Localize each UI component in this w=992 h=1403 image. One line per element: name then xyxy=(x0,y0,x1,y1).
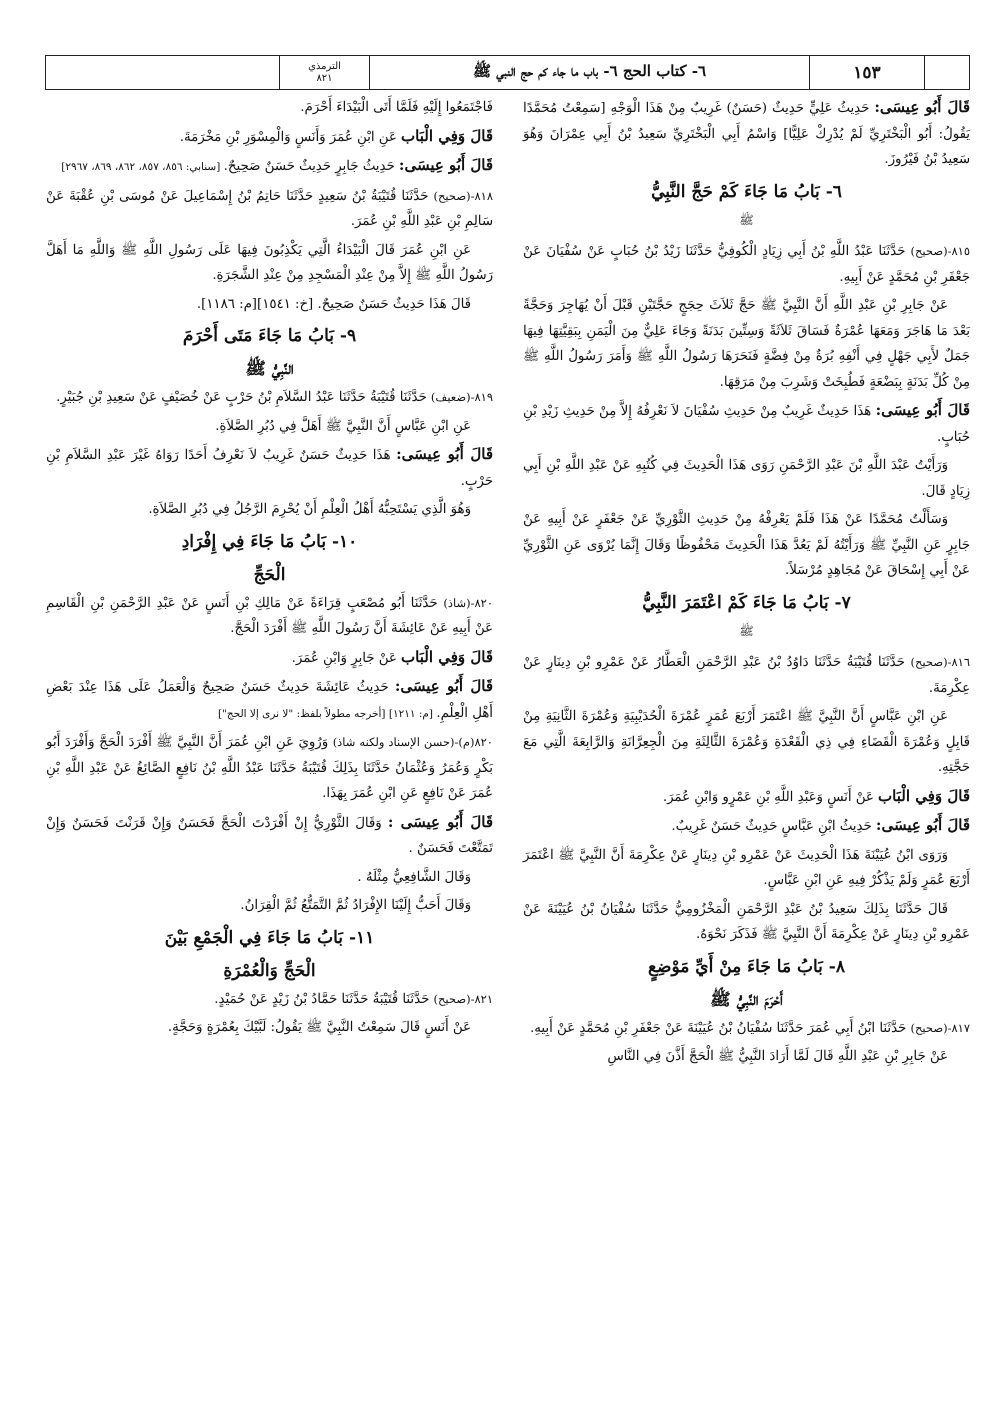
page-header xyxy=(45,55,970,90)
paragraph xyxy=(46,184,493,235)
paragraph-text: حَدَّثَنَا عَبْدُ اللَّهِ بْنُ أَبِي زِيَادٍ الْكُوفِيُّ حَدَّثَنَا زَيْدُ بْنُ حُبَابٍ عَنْ سُفْيَانَ عَنْ جَعْفَرِ بْنِ مُحَمَّدٍ عَنْ أَبِيهِ. xyxy=(523,244,970,285)
paragraph xyxy=(46,124,493,151)
paragraph-lead: قَالَ أَبُو عِيسَى: xyxy=(874,98,970,116)
paragraph xyxy=(46,153,493,181)
paragraph xyxy=(523,293,970,395)
paragraph xyxy=(46,442,493,494)
hadith-number-grade: ٨١٩-(ضعيف) xyxy=(430,390,493,404)
paragraph xyxy=(46,238,493,289)
paragraph-lead: قَالَ أَبُو عِيسَى: xyxy=(875,816,970,834)
paragraph-text: عَنْ جَابِرِ بْنِ عَبْدِ اللَّهِ أَنَّ النَّبِيَّ ﷺ حَجَّ ثَلاَثَ حِجَجٍ حَجَّتَيْنِ قَبْلَ أَنْ يُهَاجِرَ وَحَجَّةً بَعْدَ مَا هَاجَرَ وَمَعَهَا عُمْرَةٌ فَسَاقَ ثَلاَثَةً وَسِتِّينَ بَدَنَةً وَجَاءَ عَلِيٌّ مِنَ الْيَمَنِ بِبَقِيَّتِهَا فِيهَا جَمَلٌ لأَبِي جَهْلٍ فِي أَنْفِهِ بُرَةٌ مِنْ فِضَّةٍ فَنَحَرَهَا رَسُولُ اللَّهِ ﷺ وَأَمَرَ رَسُولُ اللَّهِ ﷺ مِنْ كُلِّ بَدَنَةٍ بِبَضْعَةٍ فَطُبِخَتْ وَشَرِبَ مِنْ مَرَقِهَا. xyxy=(523,298,970,390)
paragraph-text: هَذَا حَدِيثٌ غَرِيبٌ مِنْ حَدِيثِ سُفْيَانَ لاَ نَعْرِفُهُ إِلاَّ مِنْ حَدِيثِ زَيْدِ بْنِ حُبَابٍ. xyxy=(523,404,970,445)
hadith-number-grade: ٨٢٠(م)-(حسن الإسناد ولكنه شاذ) xyxy=(332,735,493,749)
paragraph xyxy=(523,398,970,450)
paragraph xyxy=(523,704,970,781)
paragraph xyxy=(46,292,493,318)
salutation-glyph: ﷺ xyxy=(739,623,754,638)
book-reference-label: الترمذي xyxy=(308,60,341,72)
book-reference xyxy=(279,56,369,89)
paragraph-text: فَاجْتَمَعُوا إِلَيْهِ فَلَمَّا أَتَى الْبَيْدَاءَ أَحْرَمَ. xyxy=(300,100,493,115)
paragraph xyxy=(46,893,493,919)
paragraph xyxy=(523,1016,970,1042)
citation-reference: [م: ١٢١١] [أخرجه مطولاً بلفظ: "لا نرى إلا الحج"] xyxy=(217,707,437,720)
paragraph-text: حَدَّثَنَا قُتَيْبَةُ حَدَّثَنَا عَبْدُ السَّلاَمِ بْنُ حَرْبٍ عَنْ خُصَيْفٍ عَنْ سَعِيدِ بْنِ جُبَيْرٍ. xyxy=(56,390,431,405)
right-column xyxy=(523,95,970,1385)
paragraph-lead: قَالَ أَبُو عِيسَى: xyxy=(875,401,970,419)
paragraph xyxy=(46,1015,493,1041)
paragraph-text: عَنْ جَابِرٍ وَابْنِ عُمَرَ. xyxy=(291,650,402,666)
paragraph xyxy=(46,414,493,440)
paragraph xyxy=(46,645,493,672)
text-columns xyxy=(45,95,970,1385)
paragraph-lead: قَالَ أَبُو عِيسَى : xyxy=(387,812,493,831)
chapter-heading: ١٠- بَابُ مَا جَاءَ فِي إِفْرَادِ xyxy=(181,531,358,552)
paragraph-text: حَدَّثَنَا قُتَيْبَةُ حَدَّثَنَا حَمَّادُ بْنُ زَيْدٍ عَنْ حُمَيْدٍ. xyxy=(214,991,434,1007)
hadith-number-grade: ٨١٨-(صحيح) xyxy=(433,188,493,203)
paragraph-text: حَدَّثَنَا قُتَيْبَةُ حَدَّثَنَا دَاوُدُ بْنُ عَبْدِ الرَّحْمَنِ الْعَطَّارُ عَنْ عَمْرِو بْنِ دِينَارٍ عَنْ عِكْرِمَةَ. xyxy=(523,655,970,696)
paragraph-lead: قَالَ أَبُو عِيسَى: xyxy=(398,156,493,174)
paragraph xyxy=(46,674,493,727)
citation-reference: [سنابي: ٨٥٦، ٨٥٧، ٨٦٢، ٨٦٩، ٢٩٦٧] xyxy=(61,161,224,173)
paragraph-text: عَنْ جَابِرِ بْنِ عَبْدِ اللَّهِ قَالَ لَمَّا أَرَادَ النَّبِيُّ ﷺ الْحَجَّ أَذَّنَ فِي النَّاسِ xyxy=(607,1049,948,1064)
paragraph xyxy=(523,453,970,504)
hadith-number-grade: ٨٢٠-(شاذ) xyxy=(443,595,493,610)
paragraph-lead: قَالَ أَبُو عِيسَى: xyxy=(394,677,494,695)
paragraph xyxy=(46,497,493,523)
paragraph xyxy=(523,95,970,173)
paragraph-text: وَسَأَلْتُ مُحَمَّدًا عَنْ هَذَا فَلَمْ يَعْرِفْهُ مِنْ حَدِيثِ الثَّوْرِيِّ عَنْ جَعْفَرٍ عَنْ أَبِيهِ عَنْ جَابِرٍ عَنِ النَّبِيِّ ﷺ وَرَأَيْتُهُ لَمْ يَعُدَّ هَذَا الْحَدِيثَ مَحْفُوظًا وَقَالَ إِنَّمَا يُرْوَى عَنِ الثَّوْرِيِّ عَنْ أَبِي إِسْحَاقَ عَنْ مُجَاهِدٍ مُرْسَلاً. xyxy=(523,512,970,578)
paragraph-text: وَرَأَيْتُ عَبْدَ اللَّهِ بْنَ عَبْدِ الرَّحْمَنِ رَوَى هَذَا الْحَدِيثَ فِي كُتُبِهِ عَنْ عَبْدِ اللَّهِ بْنِ أَبِي زِيَادٍ قَالَ. xyxy=(523,458,970,499)
paragraph xyxy=(46,865,493,891)
paragraph-text: عَنِ ابْنِ عُمَرَ وَأَنَسٍ وَالْمِسْوَرِ بْنِ مَخْرَمَةَ. xyxy=(179,129,402,145)
paragraph-text: حَدِيثُ عَائِشَةَ حَدِيثٌ حَسَنٌ صَحِيحٌ وَالْعَمَلُ عَلَى هَذَا عِنْدَ بَعْضِ أَهْلِ الْعِلْمِ. xyxy=(46,680,493,721)
paragraph xyxy=(46,95,493,121)
paragraph xyxy=(46,591,493,642)
paragraph-text: وَقَالَ أَحَبُّ إِلَيْنَا الإِفْرَادُ ثُمَّ التَّمَتُّعُ ثُمَّ الْقِرَانُ. xyxy=(240,898,471,913)
chapter-heading: ٨- بَابُ مَا جَاءَ مِنْ أَيِّ مَوْضِعٍ xyxy=(647,956,846,977)
paragraph-text: حَدَّثَنَا قُتَيْبَةُ بْنُ سَعِيدٍ حَدَّثَنَا حَاتِمُ بْنُ إِسْمَاعِيلَ عَنْ مُوسَى بْنِ عُقْبَةَ عَنْ سَالِمِ بْنِ عَبْدِ اللَّهِ بْنِ عُمَرَ. xyxy=(46,188,493,229)
salutation-glyph: ﷺ xyxy=(739,212,754,227)
paragraph-text: قَالَ حَدَّثَنَا بِذَلِكَ سَعِيدُ بْنُ عَبْدِ الرَّحْمَنِ الْمَخْزُومِيُّ حَدَّثَنَا سُفْيَانُ بْنُ عُيَيْنَةَ عَنْ عَمْرِو بْنِ دِينَارٍ عَنْ عِكْرِمَةَ أَنَّ النَّبِيَّ ﷺ فَذَكَرَ نَحْوَهُ. xyxy=(523,901,970,942)
paragraph xyxy=(523,1044,970,1070)
paragraph-text: وَرُوِيَ عَنِ ابْنِ عُمَرَ أَنَّ النَّبِيَّ ﷺ أَفْرَدَ الْحَجَّ وَأَفْرَدَ أَبُو بَكْرٍ وَعُمَرُ وَعُثْمَانُ حَدَّثَنَا بِذَلِكَ قُتَيْبَةُ حَدَّثَنَا عَبْدُ اللَّهِ بْنُ نَافِعٍ الصَّائِغُ عَنْ عَبْدِ اللَّهِ بْنِ عُمَرَ عَنْ نَافِعٍ عَنِ ابْنِ عُمَرَ بِهَذَا. xyxy=(46,735,493,801)
chapter-heading: الْحَجِّ xyxy=(253,564,286,585)
paragraph-text: عَنْ أَنَسٍ قَالَ سَمِعْتُ النَّبِيَّ ﷺ يَقُولُ: لَبَّيْكَ بِعُمْرَةٍ وَحَجَّةٍ. xyxy=(167,1020,471,1035)
page-number: ١٥٣ xyxy=(809,56,924,89)
paragraph-text: وَهُوَ الَّذِي يَسْتَحِبُّهُ أَهْلُ الْعِلْمِ أَنْ يُحْرِمَ الرَّجُلُ فِي دُبُرِ الصَّلاَةِ. xyxy=(148,502,471,517)
paragraph-text: حَدِيثُ جَابِرٍ حَدِيثٌ حَسَنٌ صَحِيحٌ. xyxy=(223,159,399,174)
hadith-number-grade: ٨٢١-(صحيح) xyxy=(433,991,493,1006)
chapter-heading: النَّبِيُّ ﷺ xyxy=(245,359,294,379)
left-column xyxy=(46,95,493,1385)
paragraph-text: وَقَالَ الثَّوْرِيُّ إِنْ أَفْرَدْتَ الْحَجَّ فَحَسَنٌ وَإِنْ قَرَنْتَ فَحَسَنٌ وَإِنْ تَمَتَّعْتَ فَحَسَنٌ . xyxy=(46,815,493,856)
paragraph-text: قَالَ هَذَا حَدِيثٌ حَسَنٌ صَحِيحٌ. [خ: ١٥٤١][م: ١١٨٦]. xyxy=(196,296,471,312)
paragraph xyxy=(523,784,970,811)
paragraph xyxy=(523,239,970,290)
paragraph-text: حَدِيثُ ابْنِ عَبَّاسٍ حَدِيثٌ حَسَنٌ غَرِيبٌ. xyxy=(671,819,876,834)
chapter-heading: ٩- بَابُ مَا جَاءَ مَتَى أَحْرَمَ xyxy=(182,326,357,346)
chapter-heading: ٧- بَابُ مَا جَاءَ كَمْ اعْتَمَرَ النَّبِيُّ xyxy=(642,592,851,613)
paragraph-lead: قَالَ وَفِي الْبَاب xyxy=(401,126,493,145)
paragraph xyxy=(46,987,493,1013)
paragraph-text: وَقَالَ الشَّافِعِيُّ مِثْلَهُ . xyxy=(357,869,471,885)
chapter-heading: أَحْرَمَ النَّبِيُّ ﷺ xyxy=(710,989,783,1010)
paragraph-text: حَدِيثُ عَلِيٍّ حَدِيثٌ (حَسَنٌ) غَرِيبٌ مِنْ هَذَا الْوَجْهِ [سَمِعْتُ مُحَمَّدًا يَقُولُ: أَبُو الْبَخْتَرِيِّ لَمْ يُدْرِكْ عَلِيًّا] وَاسْمُ أَبِي الْبَخْتَرِيِّ سَعِيدُ بْنُ أَبِي عِمْرَانَ وَهُوَ سَعِيدُ بْنُ فَيْرُوزَ. xyxy=(523,101,970,167)
paragraph-text: عَنِ ابْنِ عُمَرَ قَالَ الْبَيْدَاءُ الَّتِي يَكْذِبُونَ فِيهَا عَلَى رَسُولِ اللَّهِ ﷺ وَاللَّهِ مَا أَهَلَّ رَسُولُ اللَّهِ ﷺ إِلاَّ مِنْ عِنْدِ الْمَسْجِدِ مِنْ عِنْدِ الشَّجَرَةِ. xyxy=(46,242,493,283)
paragraph-text: عَنِ ابْنِ عَبَّاسٍ أَنَّ النَّبِيَّ ﷺ أَهَلَّ فِي دُبُرِ الصَّلاَةِ. xyxy=(215,418,471,434)
chapter-heading: ٦- بَابُ مَا جَاءَ كَمْ حَجَّ النَّبِيُّ xyxy=(651,181,842,202)
hadith-number-grade: ٨١٥-(صحيح) xyxy=(910,244,970,258)
paragraph-text: هَذَا حَدِيثٌ حَسَنٌ غَرِيبٌ لاَ نَعْرِفُ أَحَدًا رَوَاهُ غَيْرَ عَبْدِ السَّلاَمِ بْنِ حَرْبٍ. xyxy=(46,448,493,489)
paragraph xyxy=(523,507,970,584)
hadith-number-grade: ٨١٧-(صحيح) xyxy=(910,1020,970,1035)
paragraph-lead: قَالَ وَفِي الْبَاب xyxy=(878,786,970,805)
paragraph xyxy=(46,730,493,807)
paragraph xyxy=(46,385,493,411)
paragraph xyxy=(523,650,970,701)
paragraph-lead: قَالَ وَفِي الْبَاب xyxy=(401,647,493,666)
paragraph-text: حَدَّثَنَا ابْنُ أَبِي عُمَرَ حَدَّثَنَا سُفْيَانُ بْنُ عُيَيْنَةَ عَنْ جَعْفَرِ بْنِ مُحَمَّدٍ عَنْ أَبِيهِ. xyxy=(530,1020,911,1036)
chapter-heading: ١١- بَابُ مَا جَاءَ فِي الْجَمْعِ بَيْنَ xyxy=(164,927,375,948)
paragraph-text: وَرَوَى ابْنُ عُيَيْنَةَ هَذَا الْحَدِيثَ عَنْ عَمْرِو بْنِ دِينَارٍ عَنْ عِكْرِمَةَ أَنَّ النَّبِيَّ ﷺ اعْتَمَرَ أَرْبَعَ عُمَرٍ وَلَمْ يَذْكُرْ فِيهِ عَنِ ابْنِ عَبَّاسٍ. xyxy=(523,847,970,888)
book-reference-number: ٨٢١ xyxy=(316,72,333,84)
paragraph xyxy=(523,813,970,840)
paragraph xyxy=(46,810,493,862)
paragraph-text: عَنْ أَنَسٍ وَعَبْدِ اللَّهِ بْنِ عَمْرٍو وَابْنِ عُمَرَ. xyxy=(662,789,879,805)
header-blank-cell xyxy=(924,56,969,89)
header-blank-cell xyxy=(46,56,279,89)
paragraph-text: حَدَّثَنَا أَبُو مُصْعَبٍ قِرَاءَةً عَنْ مَالِكِ بْنِ أَنَسٍ عَنْ عَبْدِ الرَّحْمَنِ بْنِ الْقَاسِمِ عَنْ أَبِيهِ عَنْ عَائِشَةَ أَنَّ رَسُولَ اللَّهِ ﷺ أَفْرَدَ الْحَجَّ. xyxy=(46,595,493,636)
paragraph xyxy=(523,843,970,894)
chapter-heading: الْحَجِّ وَالْعُمْرَةِ xyxy=(223,960,316,981)
paragraph-lead: قَالَ أَبُو عِيسَى: xyxy=(396,445,493,463)
paragraph xyxy=(523,897,970,948)
hadith-number-grade: ٨١٦-(صحيح) xyxy=(910,655,970,669)
paragraph-text: عَنِ ابْنِ عَبَّاسٍ أَنَّ النَّبِيَّ ﷺ اعْتَمَرَ أَرْبَعَ عُمَرٍ عُمْرَةَ الْحُدَيْبِيَةِ وَعُمْرَةَ الثَّانِيَةِ مِنْ قَابِلٍ وَعُمْرَةَ الْقَضَاءِ فِي ذِي الْقَعْدَةِ وَعُمْرَةَ الثَّالِثَةِ مِنَ الْجِعِرَّانَةِ وَالرَّابِعَةَ الَّتِي مَعَ حَجَّتِهِ. xyxy=(523,709,970,775)
running-title: ٦- كتاب الحج ٦- باب ما جاء كم حج النبي ﷺ xyxy=(369,56,809,89)
